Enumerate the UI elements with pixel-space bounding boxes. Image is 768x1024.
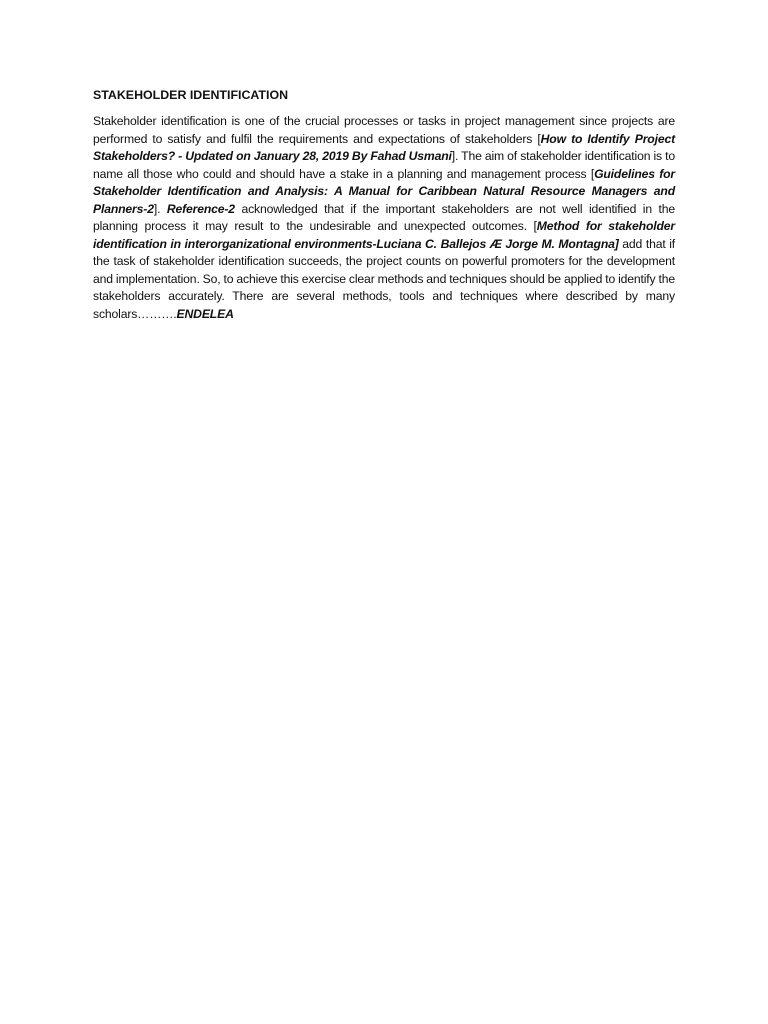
paragraph-text-1: Stakeholder identification is one of the crucial processes or tasks in project management since projects are performed to satisfy and fulfil the requirements and expectations of stakeholders [ [93,114,675,146]
paragraph-text-4: acknowledged that if the important stakeholders are not well identified in the planning process it may result to the undesirable and unexpected outcomes. [ [93,201,675,233]
closing-tag-endelea: ENDELEA [176,306,234,321]
citation-reference-2: Reference-2 [166,201,235,216]
paragraph-text-2: ]. The aim of stakeholder identification is to name all those who could and should have a stake in a planning and management process [ [93,149,675,181]
section-heading: STAKEHOLDER IDENTIFICATION [93,88,289,102]
citation-interorganizational-method: Method for stakeholder identification in interorganizational environments-Luciana C. Ballejos Æ Jorge M. Montagna] [93,219,676,251]
body-paragraph [93,113,675,323]
citation-how-to-identify-stakeholders: How to Identify Project Stakeholders? - Updated on January 28, 2019 By Fahad Usmani [93,131,675,163]
paragraph-text-3: ]. [153,201,167,216]
citation-caribbean-guidelines: Guidelines for Stakeholder Identification and Analysis: A Manual for Caribbean Natural Resource Managers and Planners-2 [93,166,675,216]
document-content [93,87,675,323]
paragraph-text-5: add that if the task of stakeholder identification succeeds, the project counts on powerful promoters for the development and implementation. So, to achieve this exercise clear methods and techniques should be applied to identify the stakeholders accurately. There are several methods, tools and techniques where described by many scholars………. [93,236,675,321]
